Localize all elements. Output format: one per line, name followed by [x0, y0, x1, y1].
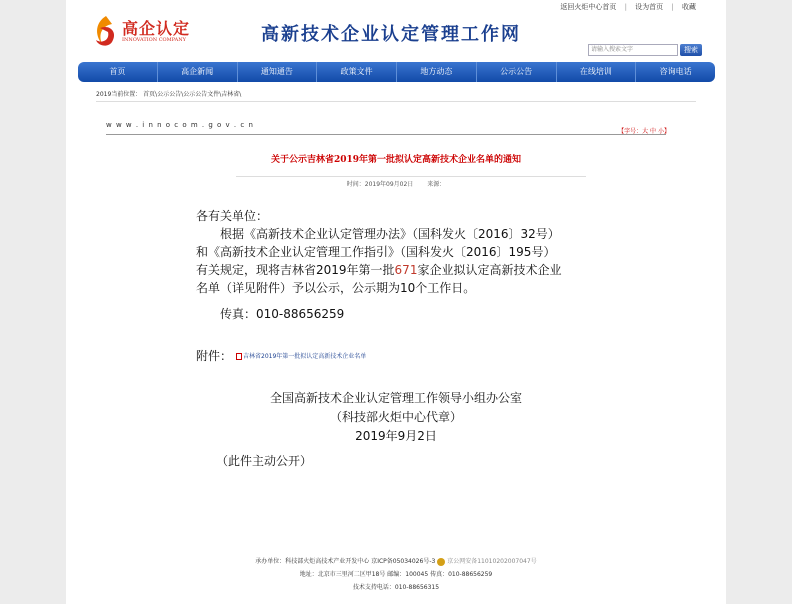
article-paragraph — [196, 225, 606, 297]
nav-item-notices[interactable]: 通知通告 — [238, 62, 318, 82]
divider — [236, 176, 586, 177]
logo-text: 高企认定 — [122, 19, 191, 38]
signer-office: 全国高新技术企业认定管理工作领导小组办公室 — [269, 391, 522, 405]
top-links — [554, 2, 696, 12]
logo-subtext: INNOVATION COMPANY — [122, 37, 186, 43]
footer-organizer: 承办单位：科技部火炬高技术产业开发中心 京ICP备05034026号-3 — [255, 558, 436, 565]
font-size-large[interactable]: 大 — [642, 128, 649, 135]
footer-line — [66, 555, 726, 568]
nav-item-contact[interactable]: 咨询电话 — [659, 67, 692, 76]
font-size-medium[interactable]: 中 — [650, 128, 657, 135]
divider: | — [671, 3, 674, 11]
search-button[interactable]: 搜索 — [680, 44, 702, 56]
article-meta — [96, 179, 696, 188]
font-size-label: 【字号： — [618, 128, 643, 135]
disclosure-note: （此件主动公开） — [216, 454, 313, 468]
nav-item-training[interactable]: 在线培训 — [557, 62, 637, 82]
main-nav — [78, 62, 715, 82]
nav-item-policies[interactable]: 政策文件 — [317, 62, 397, 82]
publish-time: 时间：2019年09月02日 — [346, 181, 414, 188]
paragraph-line: 名单（详见附件）予以公示，公示期为10个工作日。 — [196, 281, 476, 295]
file-icon — [236, 353, 242, 360]
paragraph-line — [196, 261, 606, 279]
divider: | — [624, 3, 627, 11]
footer — [66, 555, 726, 594]
company-count: 671 — [394, 263, 418, 277]
paragraph-line: 根据《高新技术企业认定管理办法》（国科发火〔2016〕32号） — [220, 227, 560, 241]
font-size-end: 】 — [663, 128, 670, 135]
font-size-small[interactable]: 小 — [657, 128, 664, 135]
signature-date: 2019年9月2日 — [355, 429, 437, 443]
article — [96, 104, 696, 549]
home-center-link[interactable]: 返回火炬中心首页 — [560, 3, 617, 11]
footer-support: 技术支持电话：010-88656315 — [352, 584, 440, 591]
signature-block — [96, 389, 696, 446]
source: 来源： — [427, 181, 446, 188]
article-paper — [96, 104, 696, 549]
footer-police-record[interactable]: 京公网安备11010202007047号 — [447, 558, 537, 565]
divider — [106, 134, 666, 135]
footer-address: 地址：北京市三里河二区甲18号 邮编：100045 传真：010-88656259 — [299, 571, 493, 578]
breadcrumb: 2019当前位置： 首页\公示公告\公示公告文件\吉林省\ — [96, 89, 696, 102]
nav-item-home[interactable]: 首页 — [78, 62, 158, 82]
logo-mark-icon — [92, 14, 120, 50]
signer-seal: （科技部火炬中心代章） — [329, 410, 462, 424]
paragraph-text: 家企业拟认定高新技术企业 — [417, 263, 562, 277]
attachment-link[interactable] — [236, 351, 366, 360]
nav-item-local[interactable]: 地方动态 — [397, 62, 477, 82]
nav-item-news[interactable]: 高企新闻 — [158, 62, 238, 82]
site-title: 高新技术企业认定管理工作网 — [261, 24, 521, 45]
site-logo[interactable] — [92, 14, 202, 54]
site-url: w w w . i n n o c o m . g o v . c n — [106, 121, 254, 129]
paragraph-text: 有关规定，现将吉林省2019年第一批 — [196, 263, 395, 277]
search-input[interactable]: 请输入搜索文字 — [588, 44, 678, 56]
attachment-label: 附件： — [196, 349, 233, 363]
fax-number: 传真：010-88656259 — [220, 307, 345, 321]
salutation: 各有关单位： — [196, 209, 269, 223]
police-badge-icon — [437, 558, 445, 566]
set-homepage-link[interactable]: 设为首页 — [635, 3, 664, 11]
article-title: 关于公示吉林省2019年第一批拟认定高新技术企业名单的通知 — [270, 155, 522, 165]
attachment-link-text[interactable]: 吉林省2019年第一批拟认定高新技术企业名单 — [243, 353, 367, 360]
favorite-link[interactable]: 收藏 — [682, 3, 696, 11]
nav-item-announcements[interactable]: 公示公告 — [477, 62, 557, 82]
paragraph-line: 和《高新技术企业认定管理工作指引》（国科发火〔2016〕195号） — [196, 245, 556, 259]
